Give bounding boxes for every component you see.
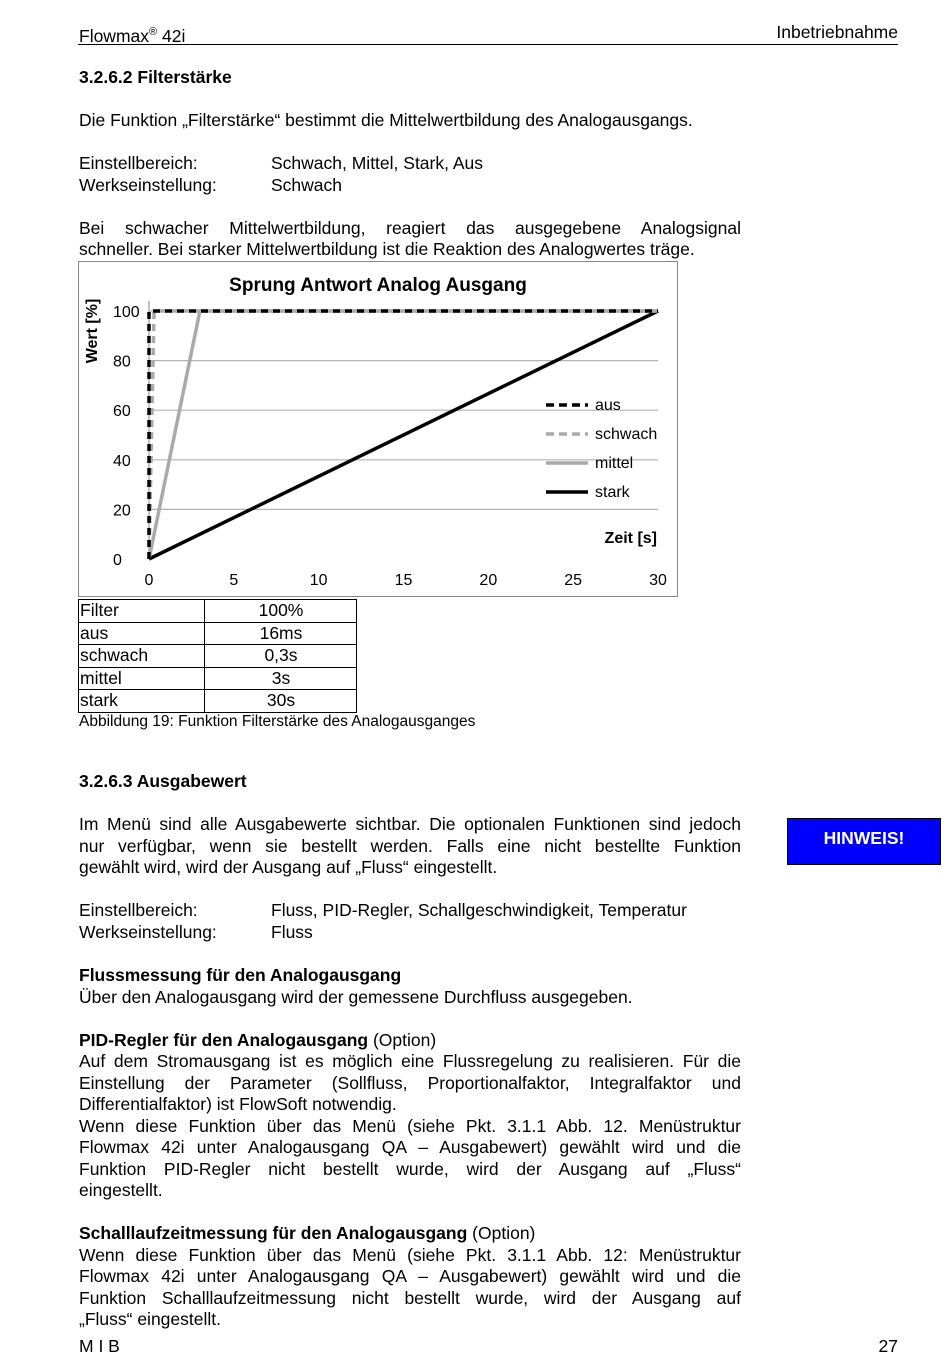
table-row	[79, 622, 357, 645]
header-reg: ®	[149, 26, 158, 38]
schall-line2: Flowmax 42i unter Analogausgang QA – Ausgabewert) gewählt wird und die	[79, 1266, 741, 1286]
pid-line1: Auf dem Stromausgang ist es möglich eine Flussregelung zu realisieren. Für die	[79, 1051, 741, 1071]
table-cell-label: Filter	[79, 600, 205, 623]
table-cell-label: aus	[79, 622, 205, 645]
figure-caption: Abbildung 19: Funktion Filterstärke des Analogausganges	[79, 713, 476, 730]
schall-line4: „Fluss“ eingestellt.	[79, 1309, 221, 1329]
filter-para-line1: Bei schwacher Mittelwertbildung, reagiert das ausgegebene Analogsignal	[79, 218, 741, 238]
y-tick-label: 100	[113, 304, 140, 321]
legend-label: aus	[595, 397, 621, 414]
schall-line3: Funktion Schalllaufzeitmessung nicht bestellt wurde, wird der Ausgang auf	[79, 1288, 741, 1308]
table-cell-value: 100%	[205, 600, 357, 623]
table-cell-label: schwach	[79, 645, 205, 668]
step-response-chart	[78, 261, 678, 597]
table-row	[79, 667, 357, 690]
filter-intro: Die Funktion „Filterstärke“ bestimmt die Mittelwertbildung des Analogausgangs.	[79, 110, 693, 130]
y-tick-label: 80	[113, 353, 131, 371]
filter-table	[78, 599, 357, 713]
chart-xlabel: Zeit [s]	[604, 530, 657, 547]
schall-line1: Wenn diese Funktion über das Menü (siehe Pkt. 3.1.1 Abb. 12: Menüstruktur	[79, 1245, 741, 1265]
output-range-label: Einstellbereich:	[79, 900, 198, 920]
chart-title: Sprung Antwort Analog Ausgang	[229, 275, 527, 296]
fluss-text: Über den Analogausgang wird der gemessene Durchfluss ausgegeben.	[79, 987, 633, 1007]
pid-line3: Differentialfaktor) ist FlowSoft notwendig.	[79, 1094, 397, 1114]
section-heading-filter: 3.2.6.2 Filterstärke	[79, 67, 232, 87]
y-tick-label: 20	[113, 502, 131, 520]
output-default-label: Werkseinstellung:	[79, 922, 217, 942]
hinweis-badge: HINWEIS!	[787, 818, 941, 865]
schall-heading: Schalllaufzeitmessung für den Analogausgang	[79, 1223, 468, 1243]
fluss-heading: Flussmessung für den Analogausgang	[79, 965, 402, 985]
pid-line7: eingestellt.	[79, 1180, 163, 1200]
x-tick-label: 0	[144, 572, 154, 589]
pid-line2: Einstellung der Parameter (Sollfluss, Proportionalfaktor, Integralfaktor und	[79, 1073, 741, 1093]
output-para-line3: gewählt wird, wird der Ausgang auf „Fluss“ eingestellt.	[79, 857, 498, 877]
table-row	[79, 690, 357, 713]
table-row	[79, 645, 357, 668]
x-tick-label: 25	[564, 572, 583, 589]
filter-default-value: Schwach	[271, 175, 343, 195]
pid-heading-line	[79, 1030, 436, 1052]
table-cell-value: 3s	[205, 667, 357, 690]
output-range-value: Fluss, PID-Regler, Schallgeschwindigkeit, Temperatur	[271, 900, 687, 920]
header-chapter: Inbetriebnahme	[776, 22, 898, 42]
table-cell-label: mittel	[79, 667, 205, 690]
chart-ylabel: Wert [%]	[84, 298, 101, 364]
pid-line4: Wenn diese Funktion über das Menü (siehe Pkt. 3.1.1 Abb. 12. Menüstruktur	[79, 1116, 741, 1136]
x-tick-label: 5	[229, 572, 239, 589]
x-tick-label: 20	[479, 572, 498, 589]
x-tick-label: 30	[649, 572, 667, 589]
output-para-line2: nur verfügbar, wenn sie bestellt werden. Falls eine nicht bestellte Funktion	[79, 836, 741, 856]
schall-heading-line	[79, 1223, 535, 1245]
header-product: Flowmax	[79, 25, 150, 46]
legend-label: schwach	[595, 426, 658, 443]
schall-option: (Option)	[467, 1223, 536, 1243]
y-tick-label: 40	[113, 452, 131, 470]
header-model: 42i	[157, 25, 186, 46]
pid-line5: Flowmax 42i unter Analogausgang QA – Ausgabewert) gewählt wird und die	[79, 1137, 741, 1157]
y-tick-label: 60	[113, 403, 131, 421]
x-tick-label: 10	[309, 572, 328, 589]
header-rule	[78, 44, 898, 45]
section-heading-output: 3.2.6.3 Ausgabewert	[79, 771, 247, 791]
filter-range-value: Schwach, Mittel, Stark, Aus	[271, 153, 484, 173]
legend-label: mittel	[595, 455, 634, 472]
table-cell-value: 30s	[205, 690, 357, 713]
output-para-line1: Im Menü sind alle Ausgabewerte sichtbar. Die optionalen Funktionen sind jedoch	[79, 814, 741, 834]
output-default-value: Fluss	[271, 922, 313, 942]
y-tick-label: 0	[113, 552, 122, 569]
pid-heading: PID-Regler für den Analogausgang	[79, 1030, 369, 1050]
footer-left: M I B	[79, 1336, 120, 1356]
filter-default-label: Werkseinstellung:	[79, 175, 217, 195]
pid-option: (Option)	[368, 1030, 437, 1050]
series-line-stark	[149, 311, 658, 559]
table-cell-value: 0,3s	[205, 645, 357, 668]
legend-label: stark	[595, 484, 630, 501]
table-cell-label: stark	[79, 690, 205, 713]
page-number: 27	[878, 1336, 898, 1356]
table-row	[79, 600, 357, 623]
table-cell-value: 16ms	[205, 622, 357, 645]
filter-para-line2: schneller. Bei starker Mittelwertbildung ist die Reaktion des Analogwertes träge.	[79, 239, 695, 259]
filter-range-label: Einstellbereich:	[79, 153, 198, 173]
x-tick-label: 15	[394, 572, 413, 589]
pid-line6: Funktion PID-Regler nicht bestellt wurde, wird der Ausgang auf „Fluss“	[79, 1159, 741, 1179]
